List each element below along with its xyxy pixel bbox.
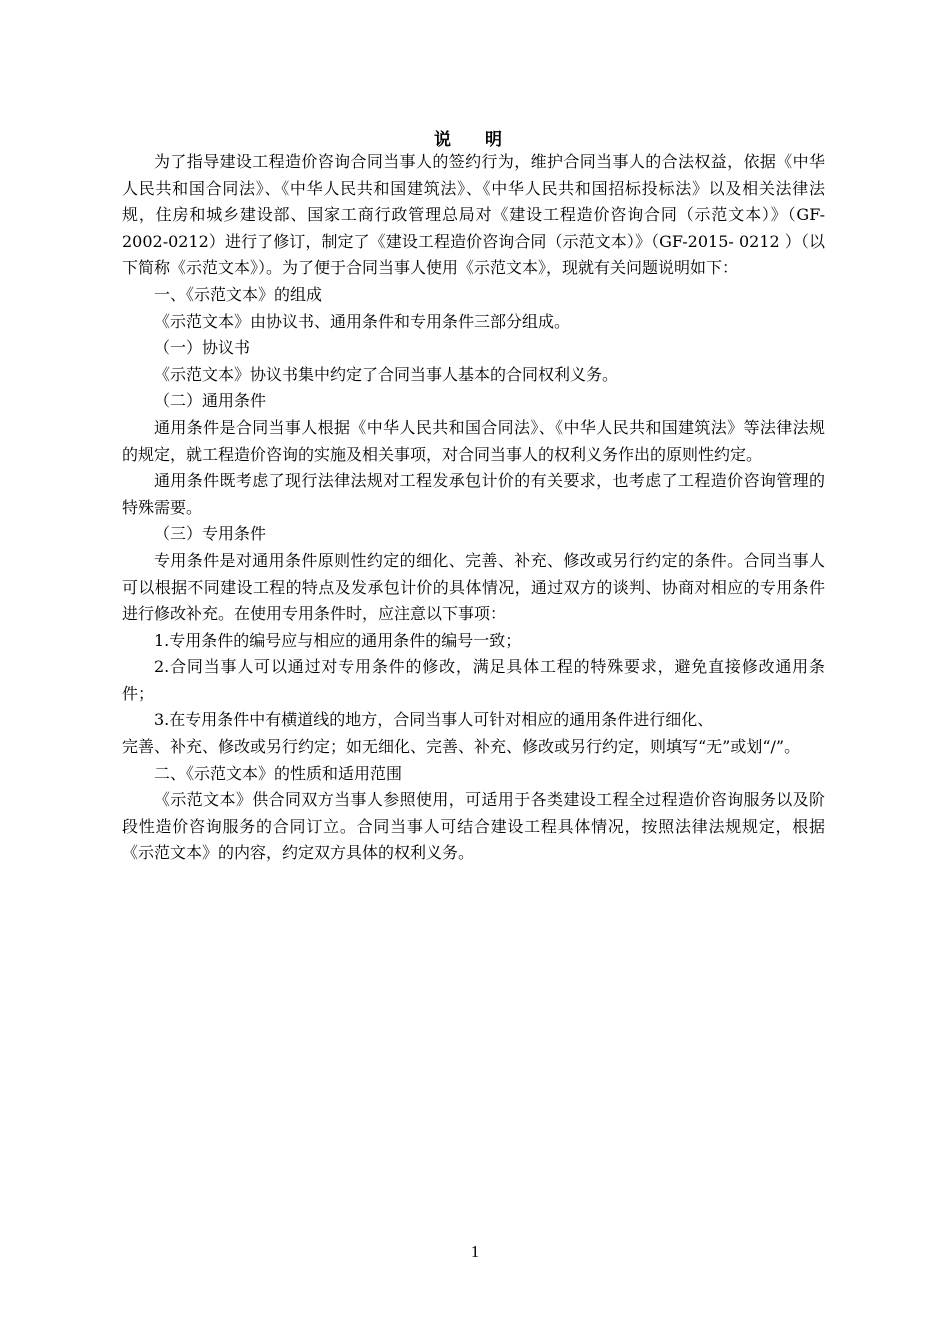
page-number: 1 (470, 1242, 480, 1261)
paragraph-general-conditions-2: 通用条件既考虑了现行法律法规对工程发承包计价的有关要求，也考虑了工程造价咨询管理的特殊需要。 (122, 471, 825, 517)
heading-section-2: 二、《示范文本》的性质和适用范围 (154, 763, 403, 783)
document-body (122, 149, 825, 867)
list-item-2: 2.合同当事人可以通过对专用条件的修改，满足具体工程的特殊要求，避免直接修改通用条件； (122, 657, 825, 703)
paragraph-composition: 《示范文本》由协议书、通用条件和专用条件三部分组成。 (154, 311, 571, 331)
heading-general-conditions: （二）通用条件 (154, 391, 267, 411)
list-item-1: 1.专用条件的编号应与相应的通用条件的编号一致； (154, 630, 522, 650)
list-item-3-line-1: 3.在专用条件中有横道线的地方，合同当事人可针对相应的通用条件进行细化、 (154, 710, 714, 730)
heading-agreement: （一）协议书 (154, 338, 251, 358)
paragraph-scope: 《示范文本》供合同双方当事人参照使用，可适用于各类建设工程全过程造价咨询服务以及阶段性造价咨询服务的合同订立。合同当事人可结合建设工程具体情况，按照法律法规规定，根据《示范文本》的内容，约定双方具体的权利义务。 (122, 790, 825, 863)
heading-special-conditions: （三）专用条件 (154, 524, 267, 544)
heading-section-1: 一、《示范文本》的组成 (154, 284, 323, 304)
paragraph-general-conditions-1: 通用条件是合同当事人根据《中华人民共和国合同法》、《中华人民共和国建筑法》等法律法规的规定，就工程造价咨询的实施及相关事项，对合同当事人的权利义务作出的原则性约定。 (122, 417, 825, 464)
list-item-3-continuation: 完善、补充、修改或另行约定；如无细化、完善、补充、修改或另行约定，则填写“无”或划“/”。 (122, 737, 801, 757)
paragraph-intro: 为了指导建设工程造价咨询合同当事人的签约行为，维护合同当事人的合法权益，依据《中华人民共和国合同法》、《中华人民共和国建筑法》、《中华人民共和国招标投标法》以及相关法律法规，住房和城乡建设部、国家工商行政管理总局对《建设工程造价咨询合同（示范文本）》（GF-2002-0212）进行了修订，制定了《建设工程造价咨询合同（示范文本）》（GF-2015- 0212 ）（以下简称《示范文本》）。为了便于合同当事人使用《示范文本》，现就有关问题说明如下： (122, 152, 825, 278)
paragraph-special-conditions: 专用条件是对通用条件原则性约定的细化、完善、补充、修改或另行约定的条件。合同当事人可以根据不同建设工程的特点及发承包计价的具体情况，通过双方的谈判、协商对相应的专用条件进行修改补充。在使用专用条件时，应注意以下事项： (122, 550, 825, 624)
paragraph-agreement: 《示范文本》协议书集中约定了合同当事人基本的合同权利义务。 (154, 364, 619, 384)
document-title: 说 明 (434, 130, 516, 150)
